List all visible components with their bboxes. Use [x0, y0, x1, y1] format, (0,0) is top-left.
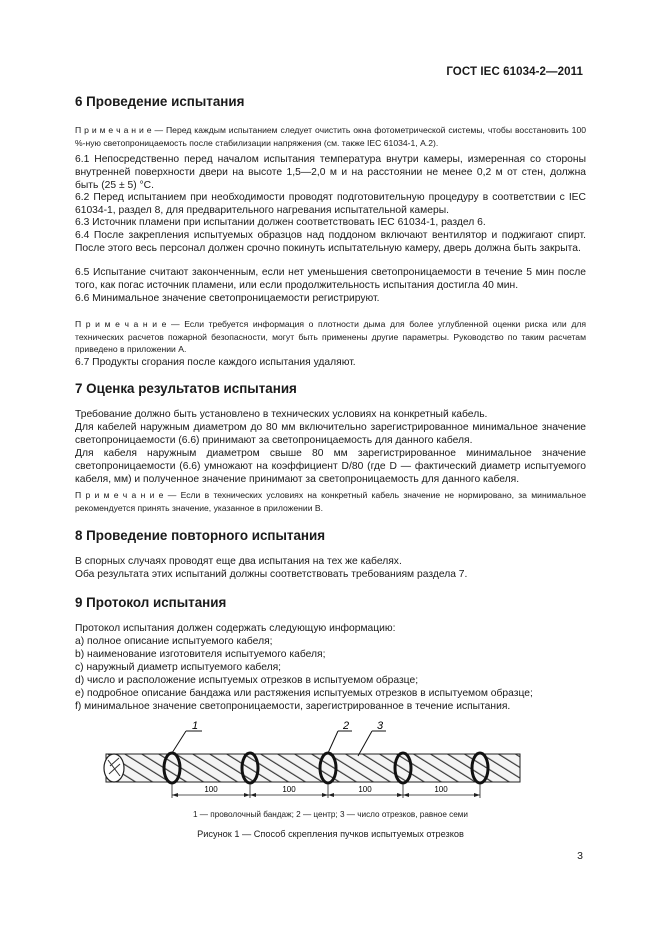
standard-designation: ГОСТ IEC 61034-2—2011	[446, 66, 583, 78]
cable-bundle	[106, 754, 520, 782]
para-6-6	[75, 292, 586, 305]
callout-2: 2	[343, 720, 350, 732]
para-6-1	[75, 153, 586, 192]
para-6-4-text: 6.4 После закрепления испытуемых образцов над поддоном включают вентилятор и поджигают спирт. После этого весь персонал должен срочно покинуть испытательную камеру, дверь должна быть закрыта.	[75, 230, 586, 255]
para-8-2: Оба результата этих испытаний должны соответствовать требованиям раздела 7.	[75, 569, 468, 580]
figure-1-cable-drawing	[100, 718, 530, 808]
callout-leader-2	[328, 731, 338, 753]
para-6-1-text: 6.1 Непосредственно перед началом испытания температура внутри камеры, измеренная со стороны внутренней поверхности двери на высоте 1,5—2,0 м и на расстоянии не менее 0,2 м от стен, должна быть (25 ± 5) °С.	[75, 154, 586, 192]
callout-1: 1	[192, 720, 199, 732]
para-6-3-text: 6.3 Источник пламени при испытании должен соответствовать IEC 61034-1, раздел 6.	[75, 217, 486, 228]
note-body: — Перед каждым испытанием следует очистить окна фотометрической системы, чтобы восстановить 100 %-ную светопроницаемость после стабилизации напряжения (см. также IEC 61034-1, А.2).	[75, 125, 587, 148]
list-item: a) полное описание испытуемого кабеля;	[75, 636, 273, 647]
section-7-heading: 7 Оценка результатов испытания	[75, 381, 297, 396]
dimension-label: 100	[282, 785, 296, 794]
para-6-3	[75, 216, 586, 229]
section-9-heading: 9 Протокол испытания	[75, 595, 227, 610]
dimension-label: 100	[204, 785, 218, 794]
figure-callouts	[172, 720, 386, 756]
list-item: e) подробное описание бандажа или растяжения испытуемых отрезков в испытуемом образце;	[75, 688, 533, 700]
para-6-6-text: 6.6 Минимальное значение светопроницаемости регистрируют.	[75, 293, 380, 304]
figure-legend: 1 — проволочный бандаж; 2 — центр; 3 — число отрезков, равное семи	[192, 810, 469, 819]
para-7-1: Требование должно быть установлено в технических условиях на конкретный кабель.	[75, 409, 488, 420]
para-6-5	[75, 266, 586, 292]
note-prefix: П р и м е ч а н и е	[75, 125, 152, 135]
para-9-intro: Протокол испытания должен содержать следующую информацию:	[75, 623, 396, 634]
para-6-4	[75, 229, 586, 255]
section-8-heading: 8 Проведение повторного испытания	[75, 528, 326, 543]
list-item: f) минимальное значение светопроницаемости, зарегистрированное в течение испытания.	[75, 701, 511, 713]
section-6-note-2	[75, 318, 586, 356]
dimension-label: 100	[358, 785, 372, 794]
page-number: 3	[577, 850, 583, 862]
callout-leader-1	[172, 731, 186, 753]
callout-leader-3	[358, 731, 372, 756]
note-2-body: — Если требуется информация о плотности дыма для более углубленной оценки риска или для технических расчетов пожарной безопасности, могут быть применены другие параметры. Руководство по таким расчетам приведено в приложении А.	[75, 319, 587, 355]
para-6-5-text: 6.5 Испытание считают законченным, если нет уменьшения светопроницаемости в течение 5 мин после того, как погас источник пламени, или если продолжительность испытания достигла 40 мин.	[75, 267, 586, 292]
para-6-7-text: 6.7 Продукты сгорания после каждого испытания удаляют.	[75, 357, 356, 368]
para-9-list	[75, 635, 586, 714]
list-item: b) наименование изготовителя испытуемого кабеля;	[75, 649, 326, 661]
para-7-3: Для кабеля наружным диаметром свыше 80 мм зарегистрированное минимальное значение светопроницаемости (6.6) умножают на коэффициент D/80 (где D — фактический диаметр испытуемого кабеля, мм) и полученное значение принимают за светопроницаемость для данного кабеля.	[75, 448, 586, 486]
note-7-prefix: П р и м е ч а н и е	[75, 490, 164, 500]
para-7-2: Для кабелей наружным диаметром до 80 мм включительно зарегистрированное минимальное значение светопроницаемости (6.6) принимают за светопроницаемость для данного кабеля.	[75, 422, 586, 447]
list-item: d) число и расположение испытуемых отрезков в испытуемом образце;	[75, 675, 419, 687]
para-6-2	[75, 191, 586, 217]
section-6-heading: 6 Проведение испытания	[75, 94, 245, 109]
dimension-lines	[172, 784, 480, 798]
figure-caption: Рисунок 1 — Способ скрепления пучков испытуемых отрезков	[197, 829, 464, 839]
section-6-note	[75, 124, 586, 149]
para-8-1: В спорных случаях проводят еще два испытания на тех же кабелях.	[75, 556, 402, 567]
para-6-7	[75, 356, 586, 369]
callout-3: 3	[377, 720, 384, 732]
list-item: c) наружный диаметр испытуемого кабеля;	[75, 662, 282, 674]
section-7-note	[75, 489, 586, 514]
note-2-prefix: П р и м е ч а н и е	[75, 319, 167, 329]
para-6-2-text: 6.2 Перед испытанием при необходимости проводят подготовительную процедуру в соответствии с IEC 61034-1, раздел 8, для предварительного нагревания испытательной камеры.	[75, 192, 586, 217]
note-7-body: — Если в технических условиях на конкретный кабель значение не нормировано, за минимальное рекомендуется принять значение, указанное в приложении В.	[75, 490, 586, 513]
dimension-label: 100	[434, 785, 448, 794]
